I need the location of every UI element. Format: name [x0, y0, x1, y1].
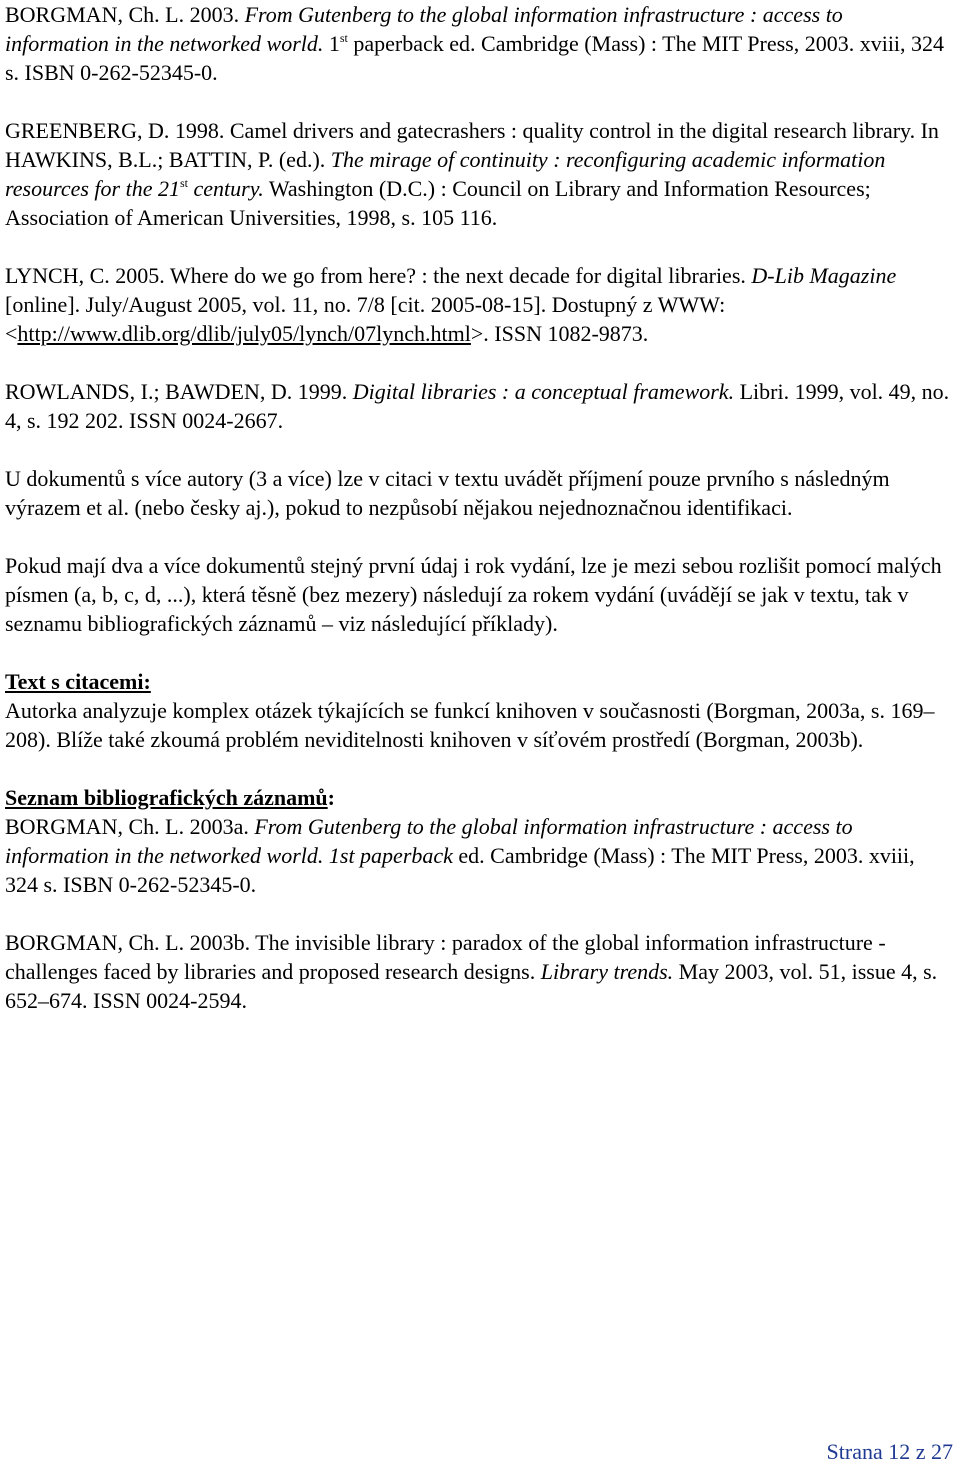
reference-greenberg-1998: [5, 116, 950, 232]
example-list-heading-line: [5, 783, 950, 812]
reference-title: Digital libraries : a conceptual framework.: [352, 379, 735, 404]
example-list-heading: Seznam bibliografických záznamů: [5, 785, 328, 810]
reference-journal: D-Lib Magazine: [751, 263, 897, 288]
reference-journal: Library trends.: [540, 959, 674, 984]
reference-title: From Gutenberg to the global information infrastructure : access to information in the networked world.: [5, 2, 843, 56]
reference-publication: paperback ed. Cambridge (Mass) : The MIT Press, 2003. xviii, 324 s. ISBN 0-262-52345-0.: [5, 31, 945, 85]
example-list-item-borgman-2003b: [5, 928, 950, 1015]
reference-publication: Washington (D.C.) : Council on Library and Information Resources; Association of American Universities, 1998, s. 105 116.: [5, 176, 871, 230]
paragraph-multiple-authors: U dokumentů s více autory (3 a více) lze v citaci v textu uvádět příjmení pouze prvního s následným výrazem et al. (nebo česky aj.), pokud to nezpůsobí nějakou nejednoznačnou identifikaci.: [5, 466, 890, 520]
reference-author: ROWLANDS, I.; BAWDEN, D. 1999.: [5, 379, 348, 404]
reference-author: BORGMAN, Ch. L. 2003a.: [5, 814, 249, 839]
example-list-item-borgman-2003a: [5, 812, 950, 899]
reference-title-superscript: st: [179, 176, 188, 190]
reference-edition-number: 1: [328, 31, 340, 56]
reference-author-title: LYNCH, C. 2005. Where do we go from here? : the next decade for digital libraries.: [5, 263, 746, 288]
reference-author-title: BORGMAN, Ch. L. 2003b. The invisible library : paradox of the global information infrastructure - challenges faced by libraries and proposed research designs.: [5, 930, 886, 984]
reference-rowlands-1999: [5, 377, 950, 435]
reference-author: BORGMAN, Ch. L. 2003.: [5, 2, 240, 27]
example-list-section: [5, 783, 950, 1015]
reference-edition-superscript: st: [339, 31, 348, 45]
reference-author-chapter: GREENBERG, D. 1998. Camel drivers and gatecrashers : quality control in the digital research library. In HAWKINS, B.L.; BATTIN, P. (ed.).: [5, 118, 939, 172]
example-list-heading-colon: :: [327, 785, 335, 810]
reference-lynch-2005: [5, 261, 950, 348]
reference-title: From Gutenberg to the global information infrastructure : access to information in the networked world. 1st paperback: [5, 814, 853, 868]
reference-borgman-2003: [5, 0, 950, 87]
reference-publication: Libri. 1999, vol. 49, no. 4, s. 192 202. ISSN 0024-2667.: [5, 379, 950, 433]
reference-publication: May 2003, vol. 51, issue 4, s. 652–674. ISSN 0024-2594.: [5, 959, 938, 1013]
reference-url-link[interactable]: http://www.dlib.org/dlib/july05/lynch/07lynch.html: [17, 321, 471, 346]
document-page: [5, 0, 950, 1044]
reference-title-part-a: The mirage of continuity : reconfiguring academic information resources for the 21: [5, 147, 886, 201]
example-text-body: Autorka analyzuje komplex otázek týkajících se funkcí knihoven v současnosti (Borgman, 2003a, s. 169–208). Blíže také zkoumá problém neviditelnosti knihoven v síťovém prostředí (Borgman, 2003b).: [5, 698, 935, 752]
reference-title-part-b: century.: [193, 176, 264, 201]
reference-publication: ed. Cambridge (Mass) : The MIT Press, 2003. xviii, 324 s. ISBN 0-262-52345-0.: [5, 843, 915, 897]
example-text-heading: Text s citacemi:: [5, 669, 151, 694]
reference-publication-a: [online]. July/August 2005, vol. 11, no. 7/8 [cit. 2005-08-15]. Dostupný z WWW: <: [5, 292, 726, 346]
page-number-footer: Strana 12 z 27: [826, 1439, 953, 1464]
reference-publication-b: >. ISSN 1082-9873.: [470, 321, 649, 346]
example-text-section: [5, 667, 950, 754]
paragraph-same-year-letters: Pokud mají dva a více dokumentů stejný první údaj i rok vydání, lze je mezi sebou rozlišit pomocí malých písmen (a, b, c, d, ...), která těsně (bez mezery) následují za rokem vydání (uvádějí se jak v textu, tak v seznamu bibliografických záznamů – viz následující příklady).: [5, 553, 942, 636]
